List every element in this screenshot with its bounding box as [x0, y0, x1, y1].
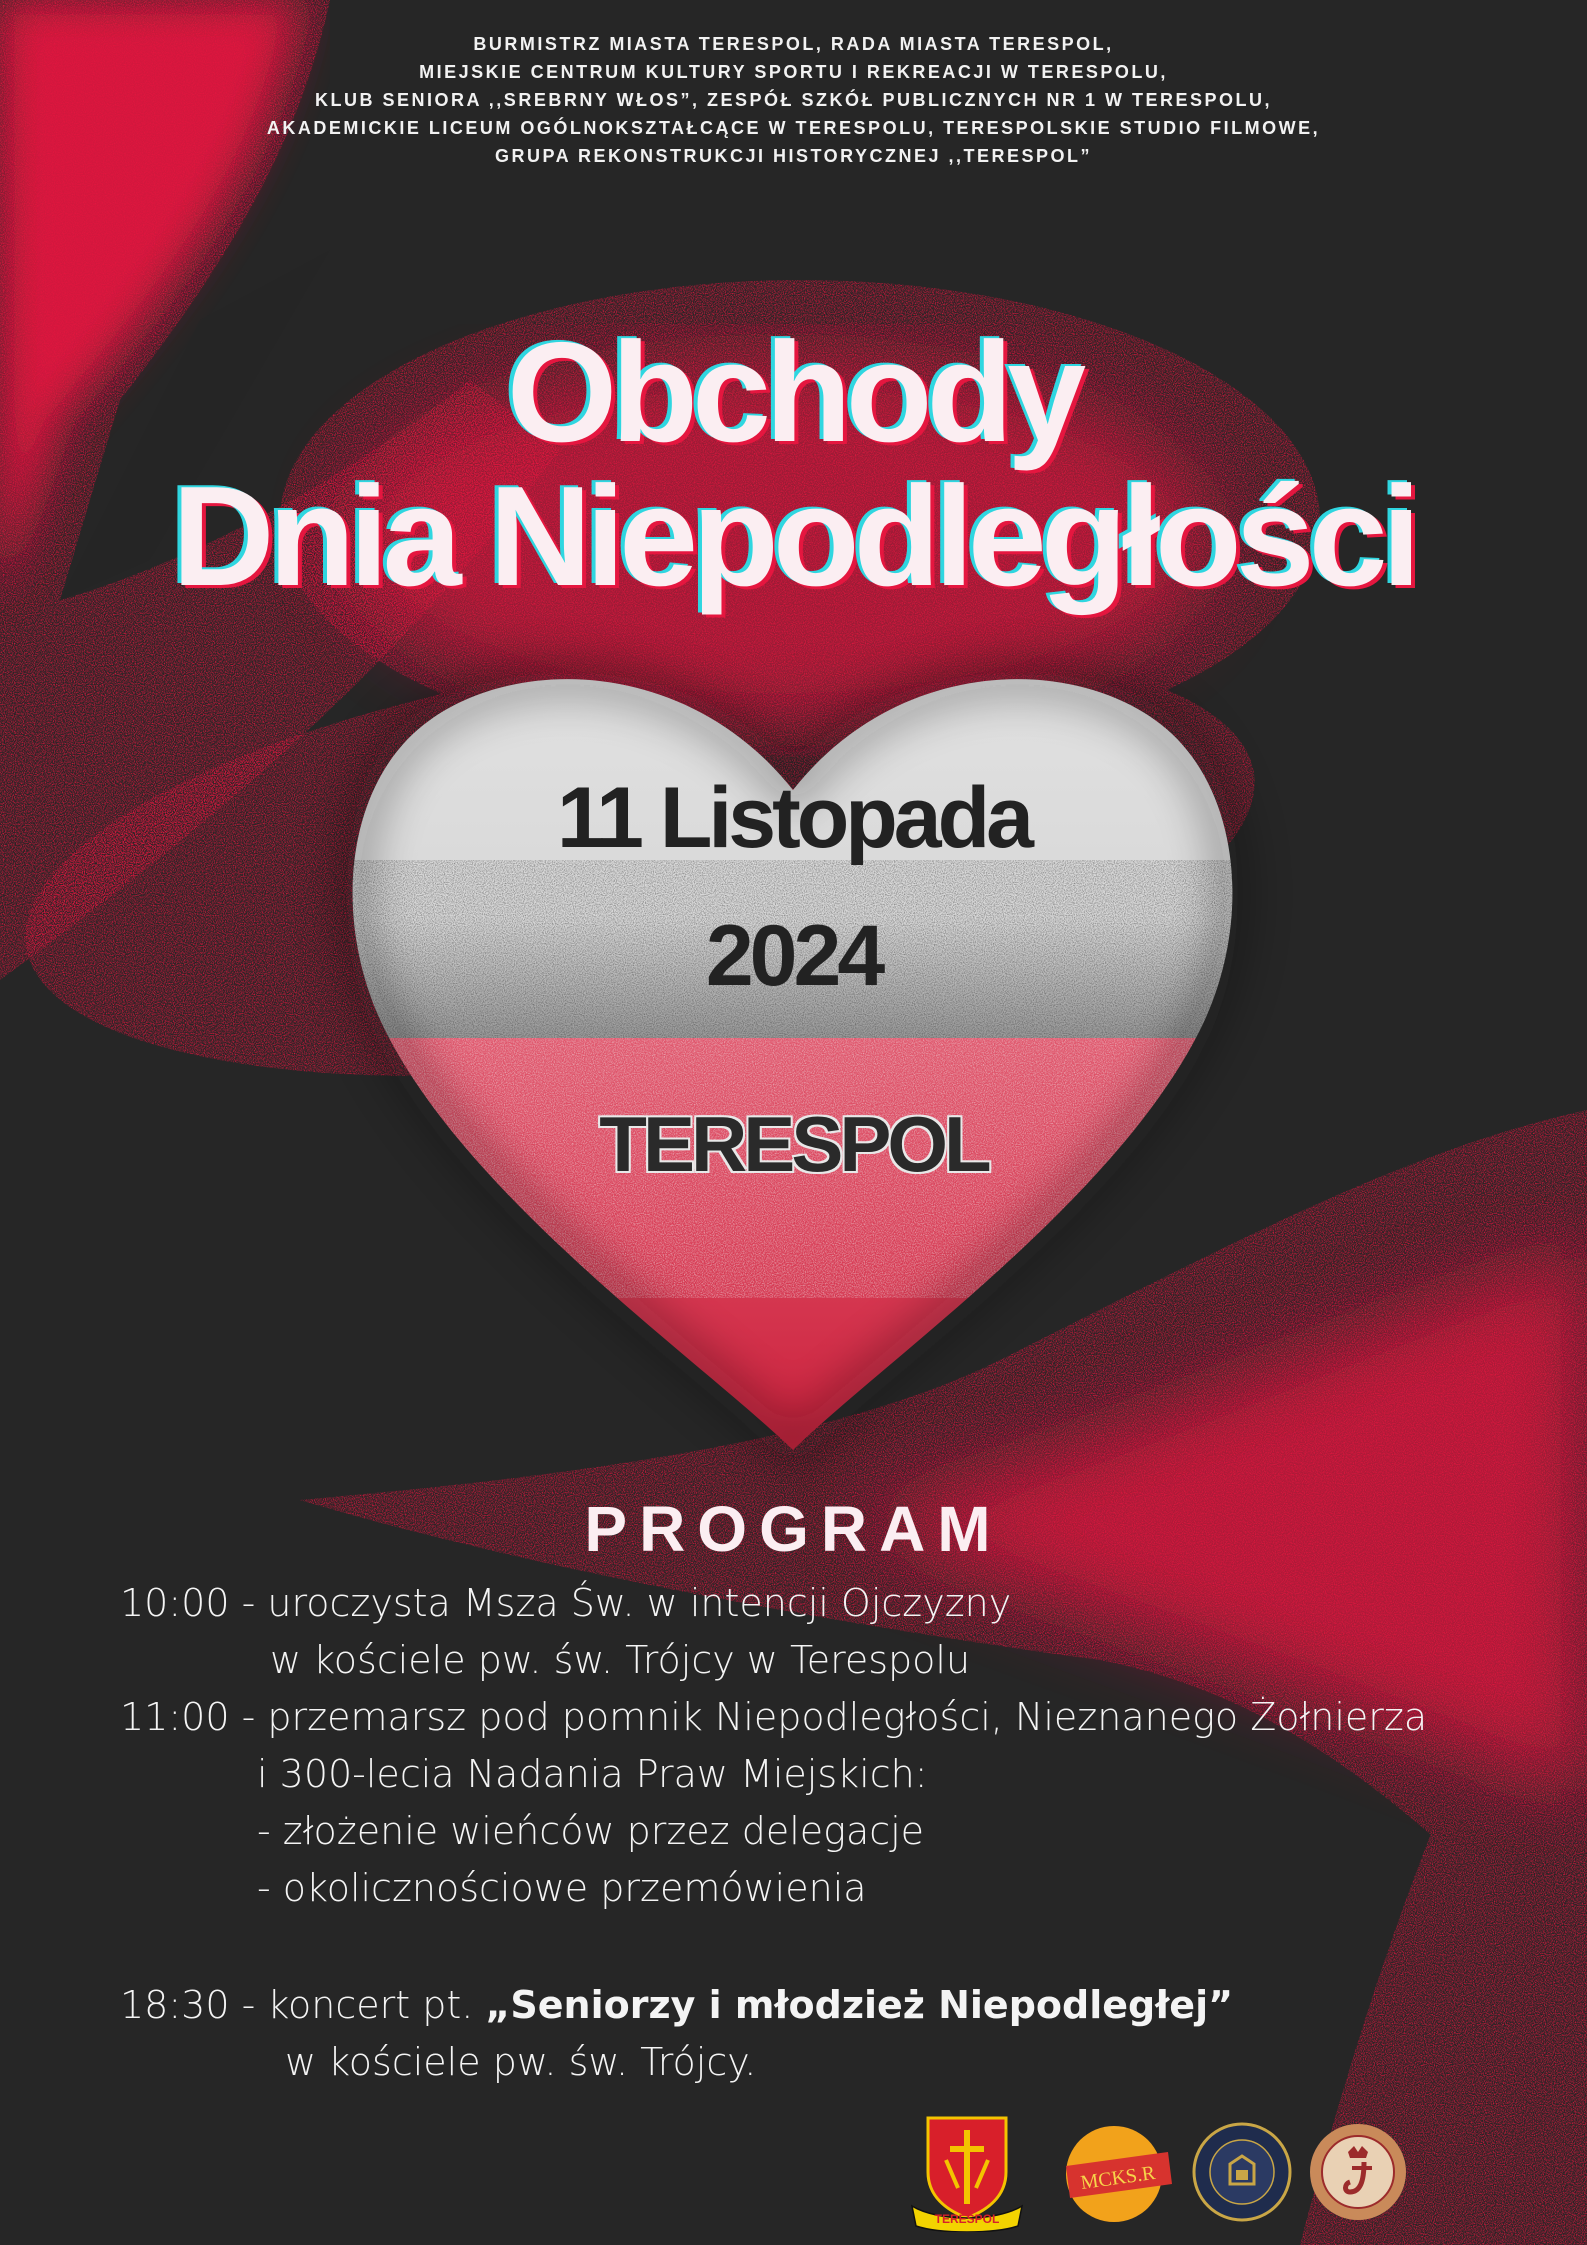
mcksir-logo-text: MCKS.R — [1079, 2161, 1157, 2195]
organizers-list — [0, 30, 1587, 170]
terespol-logo-text: TERESPOL — [934, 2212, 1000, 2226]
organizer-line: KLUB SENIORA ,,SREBRNY WŁOS”, ZESPÓŁ SZKÓŁ PUBLICZNYCH NR 1 W TERESPOLU, — [314, 90, 1273, 110]
title-line-1: Obchody — [506, 313, 1081, 472]
liceum-seal-icon — [1192, 2122, 1292, 2222]
program-item-1-time: 10:00 - uroczysta Msza Św. w intencji Ojczyzny — [120, 1581, 1012, 1625]
program-item-3-place: w kościele pw. św. Trójcy. — [285, 2040, 757, 2084]
organizer-line: MIEJSKIE CENTRUM KULTURY SPORTU I REKREACJI W TERESPOLU, — [419, 62, 1168, 82]
program-gap — [120, 1917, 1540, 1977]
program-item-1-place: w kościele pw. św. Trójcy w Terespolu — [270, 1638, 971, 1682]
organizer-line: GRUPA REKONSTRUKCJI HISTORYCZNEJ ,,TERESPOL” — [494, 146, 1093, 166]
zsp-seal-icon — [1308, 2122, 1408, 2222]
program-item-3-title: „Seniorzy i młodzież Niepodległej” — [485, 1983, 1234, 2027]
program-item-2-speeches: - okolicznościowe przemówienia — [257, 1866, 867, 1910]
event-date: 11 Listopada — [557, 770, 1030, 866]
organizer-line: AKADEMICKIE LICEUM OGÓLNOKSZTAŁCĄCE W TERESPOLU, TERESPOLSKIE STUDIO FILMOWE, — [266, 118, 1321, 138]
program-item-3-time — [120, 1977, 1540, 2034]
program-item-3-prefix: 18:30 - koncert pt. — [120, 1983, 486, 2027]
mcksir-logo-icon — [1060, 2122, 1172, 2226]
organizer-line: BURMISTRZ MIASTA TERESPOL, RADA MIASTA TERESPOL, — [473, 34, 1114, 54]
event-year: 2024 — [705, 908, 882, 1004]
program-heading: PROGRAM — [584, 1493, 1003, 1565]
program-item-2-time: 11:00 - przemarsz pod pomnik Niepodległości, Nieznanego Żołnierza — [120, 1695, 1428, 1739]
program-item-2-detail: i 300-lecia Nadania Praw Miejskich: — [257, 1752, 928, 1796]
program-item-2-wreaths: - złożenie wieńców przez delegacje — [257, 1809, 925, 1853]
event-city: TERESPOL — [599, 1100, 988, 1188]
terespol-coat-of-arms-icon — [908, 2110, 1026, 2232]
sponsor-logos — [900, 2108, 1400, 2238]
program-list — [120, 1575, 1540, 2091]
title-line-2: Dnia Niepodległości — [171, 457, 1416, 616]
